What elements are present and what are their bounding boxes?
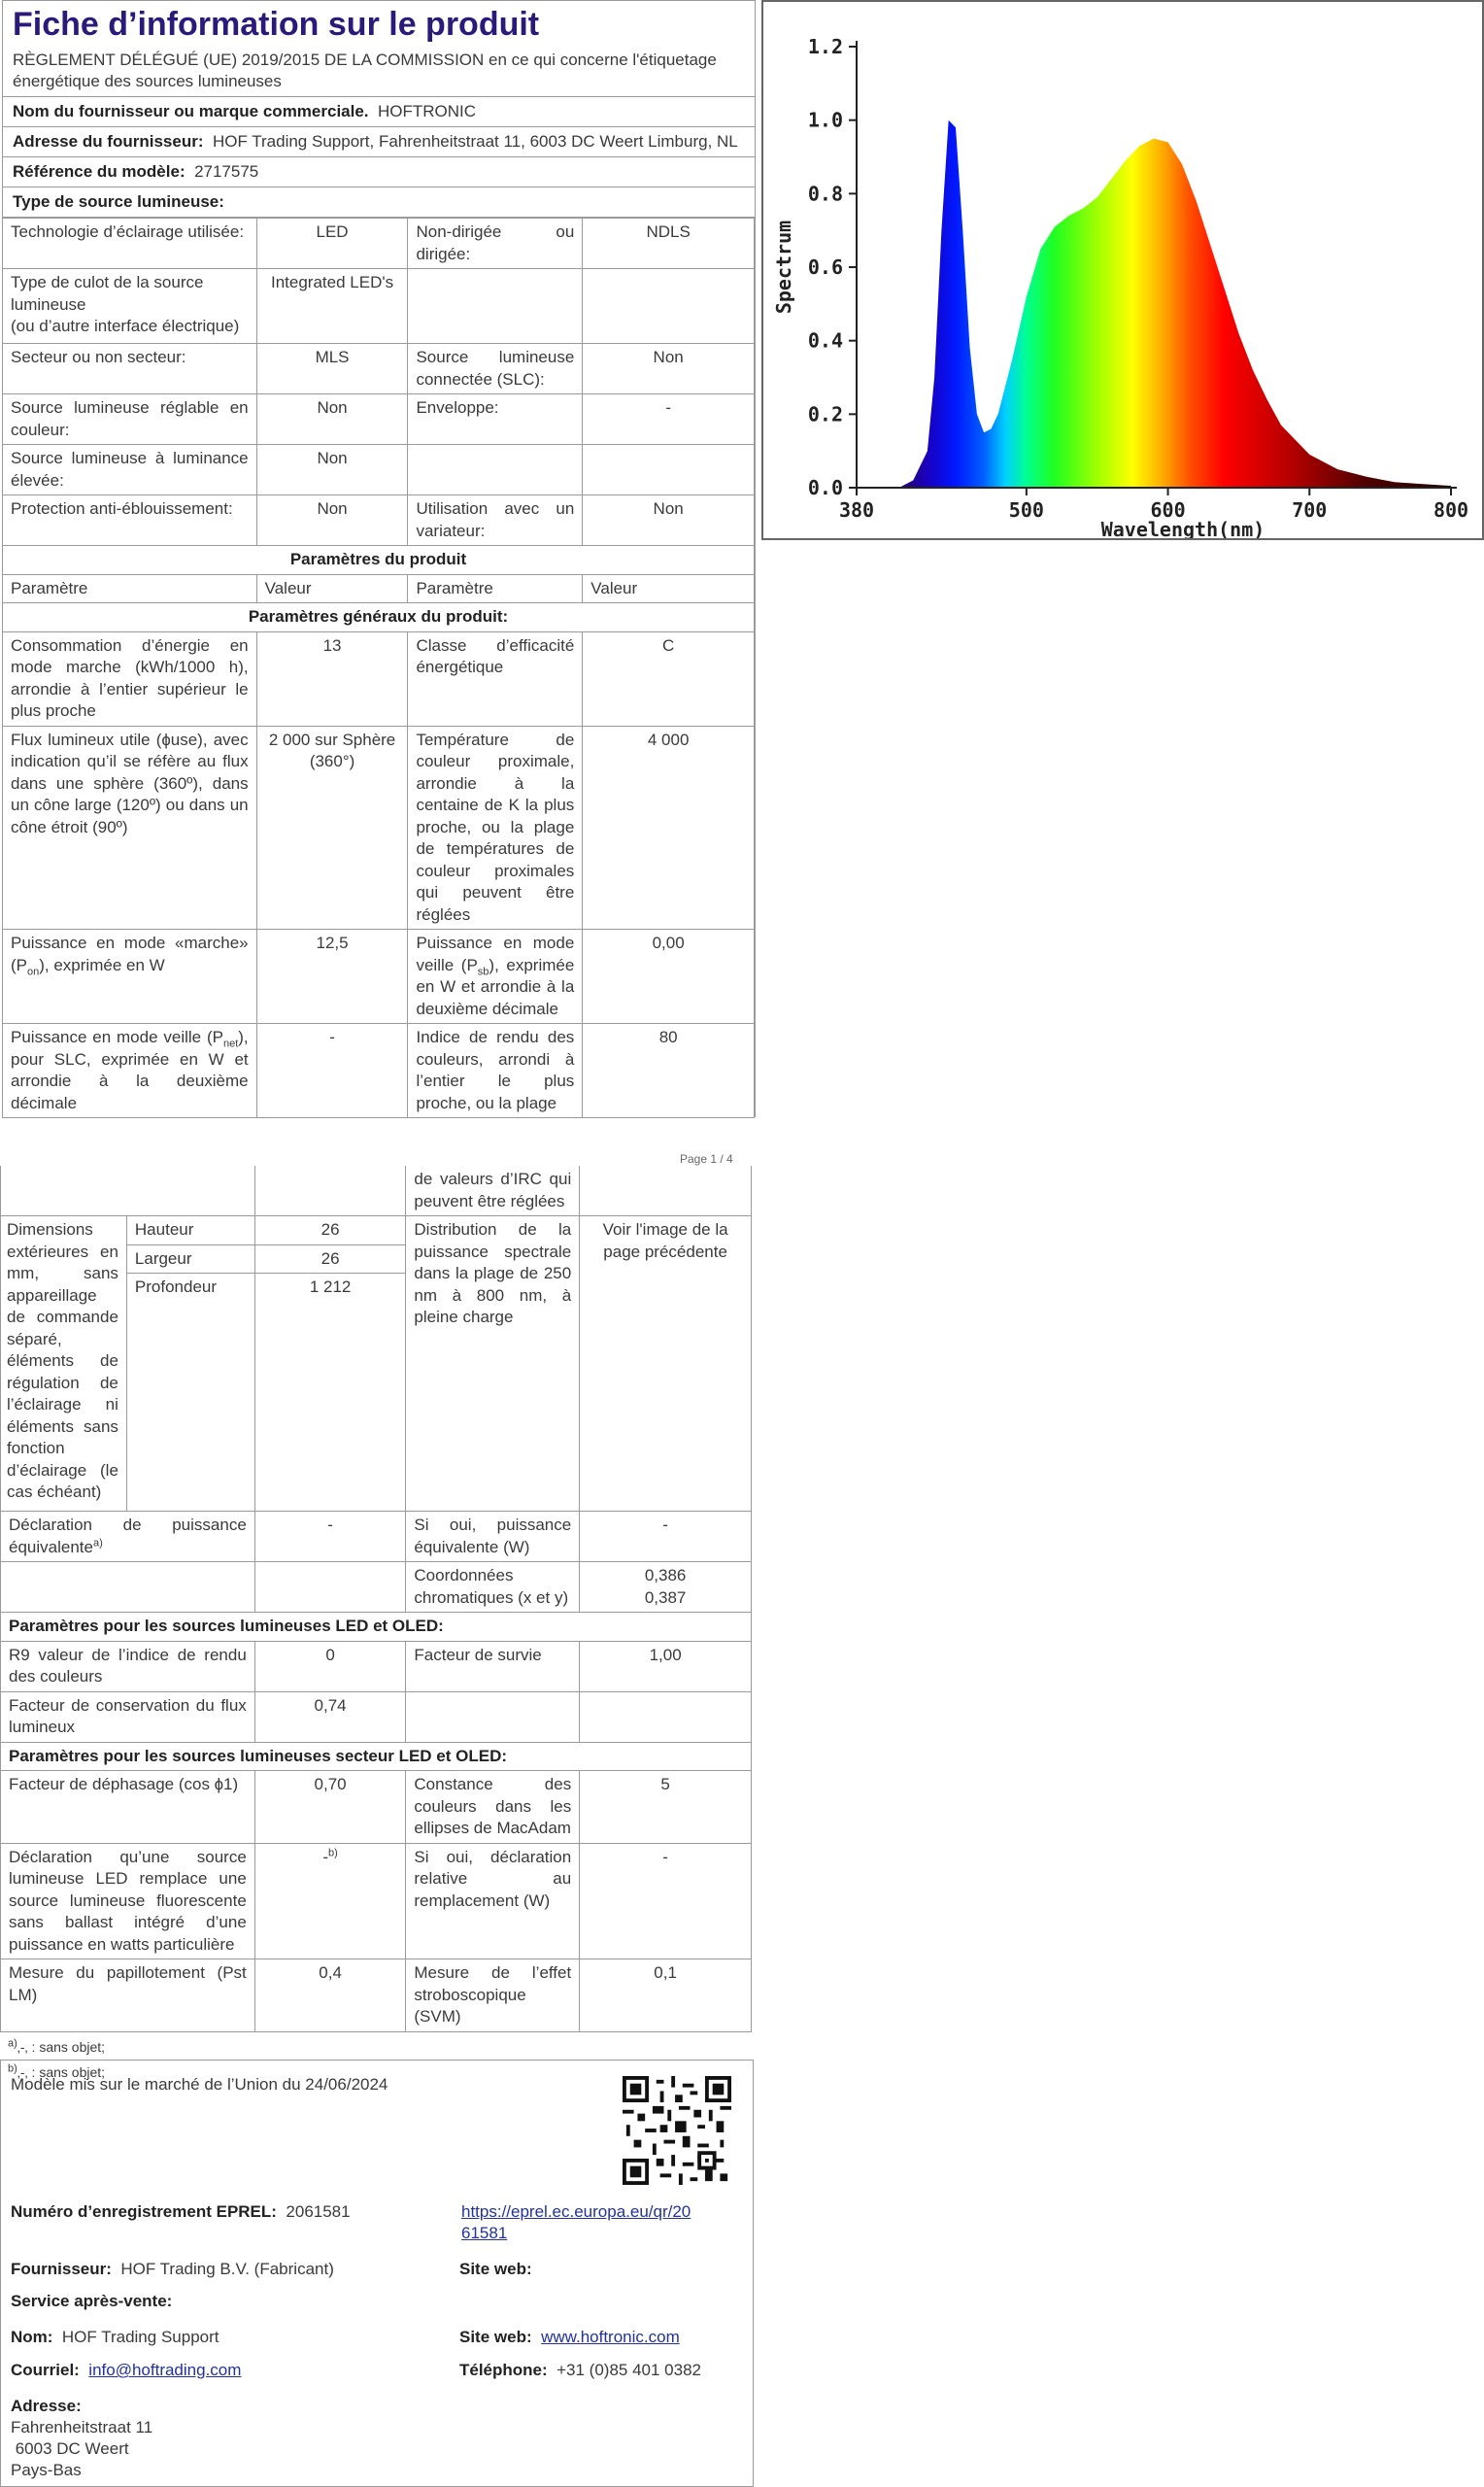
flicker-value: 0,4 [254, 1959, 406, 2032]
survival-label: Facteur de survie [406, 1641, 580, 1691]
x-tick-label: 600 [1150, 498, 1186, 522]
equiv-label: Déclaration de puissance équivalente [9, 1516, 247, 1556]
cell-empty [1, 1166, 255, 1216]
eprel-link-line1: https://eprel.ec.europa.eu/qr/20 [461, 2202, 691, 2221]
cell-value: 12,5 [256, 930, 408, 1024]
cell-value: Non [256, 495, 408, 546]
replace-w-value: - [580, 1843, 752, 1959]
cell-label: Source lumineuse réglable en couleur: [3, 394, 257, 445]
r9-label: R9 valeur de l’indice de rendu des couleurs [1, 1641, 255, 1691]
email-link[interactable]: info@hoftrading.com [88, 2361, 242, 2379]
cell-label: Flux lumineux utile (ɸuse), avec indication qu’il se réfère au flux dans une sphère (360º), dans un cône large (120º) ou dans un cône étroit (90º) [3, 726, 257, 930]
replace-label: Déclaration qu’une source lumineuse LED remplace une source lumineuse fluorescente sans ballast intégré d’une puissance en watts particulière [1, 1843, 255, 1959]
cell-value: Non [256, 394, 408, 445]
lumen-maint-label: Facteur de conservation du flux lumineux [1, 1691, 255, 1742]
r9-value: 0 [254, 1641, 406, 1691]
x-tick-label: 700 [1292, 498, 1328, 522]
service-name-label: Nom: [11, 2328, 53, 2346]
dim-value: 26 [254, 1244, 406, 1274]
product-sheet-page-2 [0, 1166, 754, 2080]
replace-sup: b) [328, 1846, 338, 1858]
chroma-y: 0,387 [644, 1587, 687, 1607]
table-row [1, 1512, 752, 1562]
phone-value: +31 (0)85 401 0382 [556, 2361, 701, 2379]
cell-label: Source lumineuse à luminance élevée: [3, 445, 257, 495]
page-number: Page 1 / 4 [680, 1152, 733, 1166]
mail-row [11, 2360, 241, 2381]
col-header-value: Valeur [583, 574, 755, 603]
qr-code-icon[interactable] [623, 2076, 731, 2185]
dim-name: Hauteur [126, 1216, 254, 1245]
model-value: 2717575 [194, 162, 259, 181]
spectrum-chart [761, 0, 1484, 540]
model-row [3, 157, 755, 187]
table-row [3, 445, 755, 495]
cell-label: Enveloppe: [408, 394, 583, 445]
pnet-tail: ), pour SLC, exprimée en W et arrondie à la deuxième décimale [11, 1028, 249, 1112]
cell-empty [583, 445, 755, 495]
cell-label: Utilisation avec un variateur: [408, 495, 583, 546]
table-row [1, 1843, 752, 1959]
general-params-title: Paramètres généraux du produit: [3, 603, 755, 632]
footnote-a [0, 2032, 754, 2058]
service-name-row [11, 2327, 219, 2348]
cell-label [3, 269, 257, 344]
cos-label: Facteur de déphasage (cos ɸ1) [1, 1771, 255, 1844]
eprel-value: 2061581 [286, 2202, 351, 2221]
footnote-a-sup: a) [8, 2036, 17, 2049]
equiv-w-label: Si oui, puissance équivalente (W) [406, 1512, 580, 1562]
cell-value: Non [256, 445, 408, 495]
cell-empty [408, 269, 583, 344]
service-label: Service après-vente: [11, 2292, 173, 2310]
cell-empty [254, 1562, 406, 1613]
y-tick-label: 1.0 [807, 108, 843, 132]
table-row [3, 1024, 755, 1118]
cell-value: 0,00 [583, 930, 755, 1024]
cap-type-note: (ou d’autre interface électrique) [11, 317, 240, 335]
dims-label: Dimensions extérieures en mm, sans appareillage de commande séparé, éléments de régulation de l’éclairage ni éléments sans fonction d’éclairage (le cas échéant) [1, 1216, 127, 1512]
cell-label: Secteur ou non secteur: [3, 344, 257, 394]
chroma-x: 0,386 [644, 1566, 687, 1584]
led-params-title: Paramètres pour les sources lumineuses LED et OLED: [1, 1613, 752, 1642]
supplier-address-label: Adresse du fournisseur: [13, 132, 204, 151]
phone-row [459, 2360, 701, 2381]
spd-label: Distribution de la puissance spectrale dans la plage de 250 nm à 800 nm, à pleine charge [406, 1216, 580, 1512]
address-line-2: 6003 DC Weert [11, 2439, 129, 2458]
y-tick-label: 1.2 [807, 35, 843, 58]
dim-name: Largeur [126, 1244, 254, 1274]
cell-label: Classe d’efficacité énergétique [408, 631, 583, 726]
mail-label: Courriel: [11, 2361, 80, 2379]
params-title-row [3, 546, 755, 575]
cell-value: 80 [583, 1024, 755, 1118]
equiv-label-cell [1, 1512, 255, 1562]
pnet-label: Puissance en mode veille (P [11, 1028, 223, 1046]
service-name-value: HOF Trading Support [61, 2328, 219, 2346]
supplier-name-label: Nom du fournisseur ou marque commerciale. [13, 102, 369, 120]
pon-sub: on [27, 965, 40, 977]
replace-value-cell [254, 1843, 406, 1959]
cell-empty [580, 1691, 752, 1742]
col-header-param: Paramètre [3, 574, 257, 603]
table-row [1, 1562, 752, 1613]
table-row [3, 344, 755, 394]
cell-value: Non [583, 495, 755, 546]
supplier-name-value: HOFTRONIC [377, 102, 477, 120]
y-tick-label: 0.6 [807, 256, 843, 279]
cell-label: Source lumineuse connectée (SLC): [408, 344, 583, 394]
table-row [3, 726, 755, 930]
eprel-link[interactable] [461, 2201, 704, 2244]
cell-value: LED [256, 219, 408, 269]
dim-value: 1 212 [254, 1274, 406, 1512]
eprel-link-line2: 61581 [461, 2224, 508, 2242]
footnote-a-text: ‚-‚ : sans objet; [17, 2038, 106, 2055]
cell-value: - [256, 1024, 408, 1118]
cell-label: Température de couleur proximale, arrondie à la centaine de K la plus proche, ou la plage de températures de couleur proximales qui peuvent être réglées [408, 726, 583, 930]
table-row [3, 394, 755, 445]
macadam-value: 5 [580, 1771, 752, 1844]
cell-value: Non [583, 344, 755, 394]
general-params-title-row [3, 603, 755, 632]
mains-params-title: Paramètres pour les sources lumineuses secteur LED et OLED: [1, 1742, 752, 1771]
cell-value: 13 [256, 631, 408, 726]
cell-value: MLS [256, 344, 408, 394]
chroma-label: Coordonnées chromatiques (x et y) [406, 1562, 580, 1613]
dim-name: Profondeur [126, 1274, 254, 1512]
pon-label: Puissance en mode «marche» (P [11, 934, 249, 974]
footnote-b-text: ‚-‚ : sans objet; [17, 2063, 106, 2080]
regulation-text: RÈGLEMENT DÉLÉGUÉ (UE) 2019/2015 DE LA COMMISSION en ce qui concerne l'étiquetage énergétique des sources lumineuses [3, 48, 755, 97]
x-tick-label: 500 [1008, 498, 1044, 522]
cell-value: - [583, 394, 755, 445]
website2-label: Site web: [459, 2328, 532, 2346]
replace-value: - [322, 1847, 329, 1866]
product-sheet-page-1 [2, 0, 756, 1117]
table-row [1, 1641, 752, 1691]
cell-label: Indice de rendu des couleurs, arrondi à l’entier le plus proche, ou la plage [408, 1024, 583, 1118]
table-row [1, 1959, 752, 2032]
cell-label [3, 1024, 257, 1118]
cell-empty [408, 445, 583, 495]
cell-empty [583, 269, 755, 344]
cell-label: Technologie d’éclairage utilisée: [3, 219, 257, 269]
market-date-text: Modèle mis sur le marché de l’Union du 24/06/2024 [11, 2075, 388, 2094]
page-title: Fiche d’information sur le produit [13, 6, 540, 43]
table-row [3, 219, 755, 269]
footer-supplier-value: HOF Trading B.V. (Fabricant) [120, 2260, 334, 2278]
y-tick-label: 0.0 [807, 476, 843, 499]
supplier-address-value: HOF Trading Support, Fahrenheitstraat 11, 6003 DC Weert Limburg, NL [212, 132, 738, 151]
chroma-values [580, 1562, 752, 1613]
website-label: Site web: [459, 2260, 532, 2278]
eprel-label: Numéro d’enregistrement EPREL: [11, 2202, 277, 2221]
eprel-row [11, 2201, 351, 2223]
pon-tail: ), exprimée en W [39, 955, 165, 974]
x-tick-label: 800 [1433, 498, 1469, 522]
supplier-name-row [3, 97, 755, 127]
address-line-1: Fahrenheitstraat 11 [11, 2418, 153, 2436]
x-tick-label: 380 [838, 498, 875, 522]
supplier-address-row [3, 127, 755, 157]
svm-label: Mesure de l’effet stroboscopique (SVM) [406, 1959, 580, 2032]
pnet-sub: net [222, 1038, 239, 1050]
spectrum-chart-svg [763, 2, 1482, 538]
source-type-table [2, 218, 755, 1118]
cell-value: Integrated LED's [256, 269, 408, 344]
cell-value: C [583, 631, 755, 726]
table-row [3, 631, 755, 726]
website2-row [459, 2327, 680, 2348]
svm-value: 0,1 [580, 1959, 752, 2032]
cell-label [408, 930, 583, 1024]
table-row [1, 1771, 752, 1844]
params-col-header-row [3, 574, 755, 603]
survival-value: 1,00 [580, 1641, 752, 1691]
model-label: Référence du modèle: [13, 162, 186, 181]
cell-value: 2 000 sur Sphère (360°) [256, 726, 408, 930]
cell-empty [1, 1562, 255, 1613]
psb-tail: ), exprimée en W et arrondie à la deuxième décimale [416, 955, 575, 1018]
address-label: Adresse: [11, 2397, 82, 2415]
table-row [1, 1166, 752, 1216]
psb-label: Puissance en mode veille (P [416, 934, 575, 974]
mains-params-title-row [1, 1742, 752, 1771]
website-link[interactable]: www.hoftronic.com [541, 2328, 680, 2346]
lumen-maint-value: 0,74 [254, 1691, 406, 1742]
led-params-title-row [1, 1613, 752, 1642]
cell-value: 4 000 [583, 726, 755, 930]
cell-value: NDLS [583, 219, 755, 269]
cell-label: Protection anti-éblouissement: [3, 495, 257, 546]
spd-value: Voir l'image de la page précédente [580, 1216, 752, 1512]
psb-sub: sb [477, 965, 489, 977]
params-title: Paramètres du produit [3, 546, 755, 575]
cell-label: Non-dirigée ou dirigée: [408, 219, 583, 269]
table-row [3, 495, 755, 546]
cell-label: Consommation d’énergie en mode marche (kWh/1000 h), arrondie à l’entier supérieur le plus proche [3, 631, 257, 726]
dim-value: 26 [254, 1216, 406, 1245]
contact-footer [0, 2060, 754, 2487]
equiv-value: - [254, 1512, 406, 1562]
col-header-value: Valeur [256, 574, 408, 603]
footnote-b-sup: b) [8, 2061, 17, 2074]
cell-empty [254, 1166, 406, 1216]
cell-empty [406, 1691, 580, 1742]
table-row [3, 269, 755, 344]
cap-type-label: Type de culot de la source lumineuse [11, 273, 204, 314]
replace-w-label: Si oui, déclaration relative au remplacement (W) [406, 1843, 580, 1959]
source-type-heading: Type de source lumineuse: [3, 187, 755, 218]
y-tick-label: 0.2 [807, 402, 843, 426]
cell-label [3, 930, 257, 1024]
params-table-continued [0, 1166, 752, 2032]
cell-empty [580, 1166, 752, 1216]
equiv-sup: a) [92, 1536, 103, 1549]
equiv-w-value: - [580, 1512, 752, 1562]
supplier-row [11, 2259, 334, 2280]
table-row [1, 1216, 752, 1245]
cos-value: 0,70 [254, 1771, 406, 1844]
table-row [3, 930, 755, 1024]
y-axis-label: Spectrum [772, 220, 795, 315]
x-axis-label: Wavelength(nm) [1100, 518, 1265, 538]
cri-continued: de valeurs d’IRC qui peuvent être réglées [406, 1166, 580, 1216]
table-row [1, 1691, 752, 1742]
y-tick-label: 0.8 [807, 182, 843, 206]
address-line-3: Pays-Bas [11, 2461, 82, 2479]
flicker-label: Mesure du papillotement (Pst LM) [1, 1959, 255, 2032]
phone-label: Téléphone: [459, 2361, 548, 2379]
y-tick-label: 0.4 [807, 328, 843, 353]
footer-supplier-label: Fournisseur: [11, 2260, 112, 2278]
spectrum-area [899, 120, 1451, 488]
macadam-label: Constance des couleurs dans les ellipses de MacAdam [406, 1771, 580, 1844]
col-header-param: Paramètre [408, 574, 583, 603]
